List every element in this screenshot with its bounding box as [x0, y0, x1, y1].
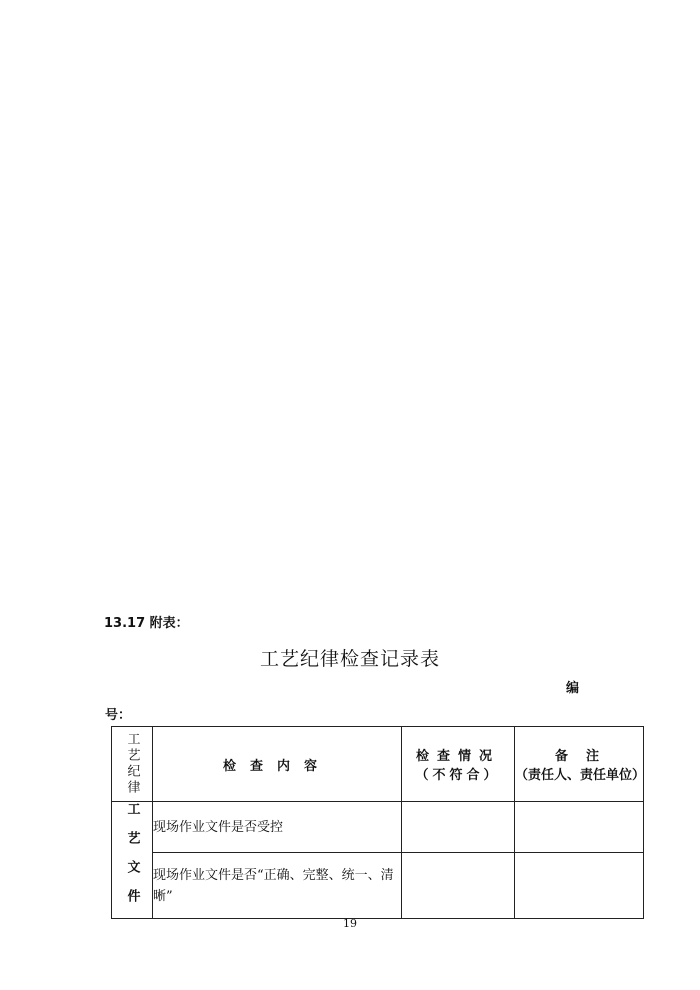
group-cell	[112, 802, 153, 919]
table-row	[112, 802, 644, 853]
inspection-record-table	[111, 726, 644, 919]
section-label: 13.17 附表：	[104, 616, 189, 631]
header-remark-subtitle: （责任人、责任单位）	[515, 768, 646, 783]
number-label-part1: 编	[566, 681, 580, 696]
document-title: 工艺纪律检查记录表	[259, 648, 440, 670]
header-status	[402, 727, 515, 802]
page-number: 19	[343, 917, 357, 930]
item-status[interactable]	[402, 853, 515, 919]
item-content: 现场作业文件是否“正确、完整、统一、清晰”	[153, 853, 402, 919]
number-label-part2: 号：	[105, 708, 132, 723]
header-content: 检查内容	[153, 727, 402, 802]
item-content: 现场作业文件是否受控	[153, 802, 402, 853]
header-remark-title: 备注	[554, 749, 617, 764]
item-remark[interactable]	[515, 853, 644, 919]
table-header-row	[112, 727, 644, 802]
item-status[interactable]	[402, 802, 515, 853]
group-label: 工艺文件	[124, 802, 140, 918]
table-row	[112, 853, 644, 919]
header-status-subtitle: （不符合）	[415, 768, 501, 783]
header-status-title: 检查情况	[415, 749, 500, 764]
item-remark[interactable]	[515, 802, 644, 853]
header-remark	[515, 727, 644, 802]
header-category: 工艺纪律	[112, 727, 153, 802]
